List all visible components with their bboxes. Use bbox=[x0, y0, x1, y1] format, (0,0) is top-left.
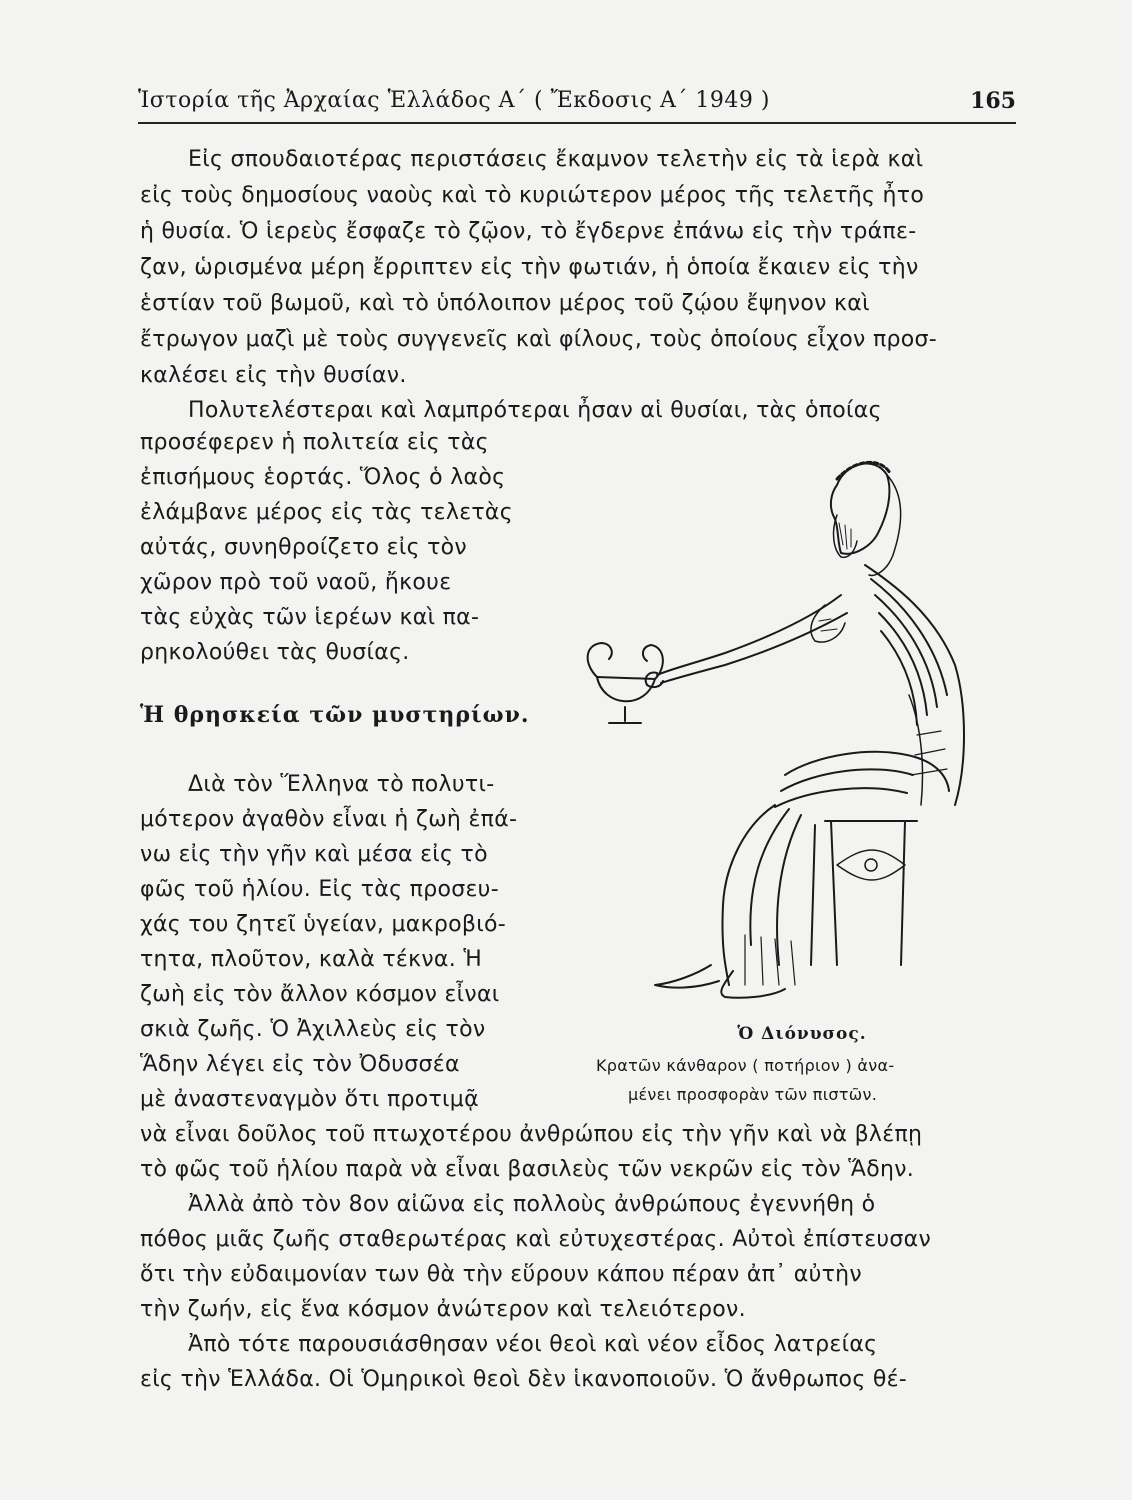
text-line: Ἅδην λέγει εἰς τὸν Ὀδυσσέα bbox=[140, 1052, 460, 1077]
text-line: τητα, πλοῦτον, καλὰ τέκνα. Ἡ bbox=[140, 947, 482, 972]
dionysus-illustration bbox=[575, 445, 975, 1015]
text-line: φῶς τοῦ ἡλίου. Εἰς τὰς προσευ- bbox=[140, 877, 499, 902]
text-line: προσέφερεν ἡ πολιτεία εἰς τὰς bbox=[140, 430, 489, 455]
running-title: Ἱστορία τῆς Ἀρχαίας Ἑλλάδος Α΄ ( Ἔκδοσις Α΄ 1949 ) bbox=[138, 88, 770, 113]
text-line: ζαν, ὡρισμένα μέρη ἔρριπτεν εἰς τὴν φωτιάν, ἡ ὁποία ἔκαιεν εἰς τὴν bbox=[140, 255, 919, 280]
text-line: εἰς τοὺς δημοσίους ναοὺς καὶ τὸ κυριώτερον μέρος τῆς τελετῆς ἦτο bbox=[140, 183, 925, 208]
text-line: ρηκολούθει τὰς θυσίας. bbox=[140, 640, 410, 665]
lap-drapery bbox=[785, 752, 949, 791]
robe bbox=[722, 805, 775, 985]
text-line: Εἰς σπουδαιοτέρας περιστάσεις ἔκαμνον τελετὴν εἰς τὰ ἱερὰ καὶ bbox=[188, 147, 924, 172]
wreath bbox=[837, 462, 890, 479]
text-line: τὰς εὐχὰς τῶν ἱερέων καὶ πα- bbox=[140, 605, 480, 630]
text-line: σκιὰ ζωῆς. Ὁ Ἀχιλλεὺς εἰς τὸν bbox=[140, 1017, 486, 1042]
section-heading: Ἡ θρησκεία τῶν μυστηρίων. bbox=[140, 702, 530, 728]
outstretched-arm bbox=[657, 595, 841, 675]
text-line: ἡ θυσία. Ὁ ἱερεὺς ἔσφαζε τὸ ζῷον, τὸ ἔγδερνε ἐπάνω εἰς τὴν τράπε- bbox=[140, 219, 917, 244]
beard bbox=[834, 515, 857, 557]
text-line: ἐλάμβανε μέρος εἰς τὰς τελετὰς bbox=[140, 500, 513, 525]
text-line: χάς του ζητεῖ ὑγείαν, μακροβιό- bbox=[140, 912, 506, 937]
text-line: ζωὴ εἰς τὸν ἄλλον κόσμον εἶναι bbox=[140, 982, 500, 1007]
page-number: 165 bbox=[970, 88, 1016, 114]
text-line: τὴν ζωήν, εἰς ἕνα κόσμον ἀνώτερον καὶ τελειότερον. bbox=[140, 1297, 746, 1322]
text-line: ἐπισήμους ἑορτάς. Ὅλος ὁ λαὸς bbox=[140, 465, 506, 490]
foot-left bbox=[655, 965, 719, 988]
text-line: εἰς τὴν Ἑλλάδα. Οἱ Ὁμηρικοὶ θεοὶ δὲν ἱκανοποιοῦν. Ὁ ἄνθρωπος θέ- bbox=[140, 1367, 908, 1392]
text-line: Ἀλλὰ ἀπὸ τὸν 8ον αἰῶνα εἰς πολλοὺς ἀνθρώπους ἐγεννήθη ὁ bbox=[188, 1192, 876, 1217]
text-line: ἑστίαν τοῦ βωμοῦ, καὶ τὸ ὑπόλοιπον μέρος τοῦ ζῴου ἔψηνον καὶ bbox=[140, 291, 870, 316]
text-line: ὅτι τὴν εὐδαιμονίαν των θὰ τὴν εὕρουν κάπου πέραν ἀπ᾽ αὐτὴν bbox=[140, 1262, 862, 1287]
text-line: μὲ ἀναστεναγμὸν ὅτι προτιμᾷ bbox=[140, 1087, 479, 1112]
text-line: νω εἰς τὴν γῆν καὶ μέσα εἰς τὸ bbox=[140, 842, 488, 867]
text-line: νὰ εἶναι δοῦλος τοῦ πτωχοτέρου ἀνθρώπου εἰς τὴν γῆν καὶ νὰ βλέπῃ bbox=[140, 1122, 923, 1147]
text-line: Διὰ τὸν Ἕλληνα τὸ πολυτι- bbox=[188, 772, 495, 797]
text-line: μότερον ἀγαθὸν εἶναι ἡ ζωὴ ἐπά- bbox=[140, 807, 518, 832]
caption-line: Κρατῶν κάνθαρον ( ποτήριον ) ἀνα- bbox=[596, 1056, 895, 1075]
text-line: Πολυτελέστεραι καὶ λαμπρότεραι ἦσαν αἱ θυσίαι, τὰς ὁποίας bbox=[188, 398, 882, 423]
hair bbox=[869, 475, 901, 575]
text-line: καλέσει εἰς τὴν θυσίαν. bbox=[140, 363, 407, 388]
text-line: ἔτρωγον μαζὶ μὲ τοὺς συγγενεῖς καὶ φίλους, τοὺς ὁποίους εἶχον προσ- bbox=[140, 327, 937, 352]
running-header bbox=[138, 86, 1016, 124]
text-line: χῶρον πρὸ τοῦ ναοῦ, ἤκουε bbox=[140, 570, 452, 595]
stool bbox=[825, 821, 917, 965]
text-line: πόθος μιᾶς ζωῆς σταθερωτέρας καὶ εὐτυχεστέρας. Αὐτοὶ ἐπίστευσαν bbox=[140, 1227, 932, 1252]
text-line: αὐτάς, συνηθροίζετο εἰς τὸν bbox=[140, 535, 468, 560]
caption-line: μένει προσφορὰν τῶν πιστῶν. bbox=[628, 1085, 878, 1104]
foot-right bbox=[721, 971, 785, 998]
text-line: τὸ φῶς τοῦ ἡλίου παρὰ νὰ εἶναι βασιλεὺς τῶν νεκρῶν εἰς τὸν Ἅδην. bbox=[140, 1157, 915, 1182]
caption-title: Ὁ Διόνυσος. bbox=[737, 1024, 867, 1044]
text-line: Ἀπὸ τότε παρουσιάσθησαν νέοι θεοὶ καὶ νέον εἶδος λατρείας bbox=[188, 1332, 878, 1357]
